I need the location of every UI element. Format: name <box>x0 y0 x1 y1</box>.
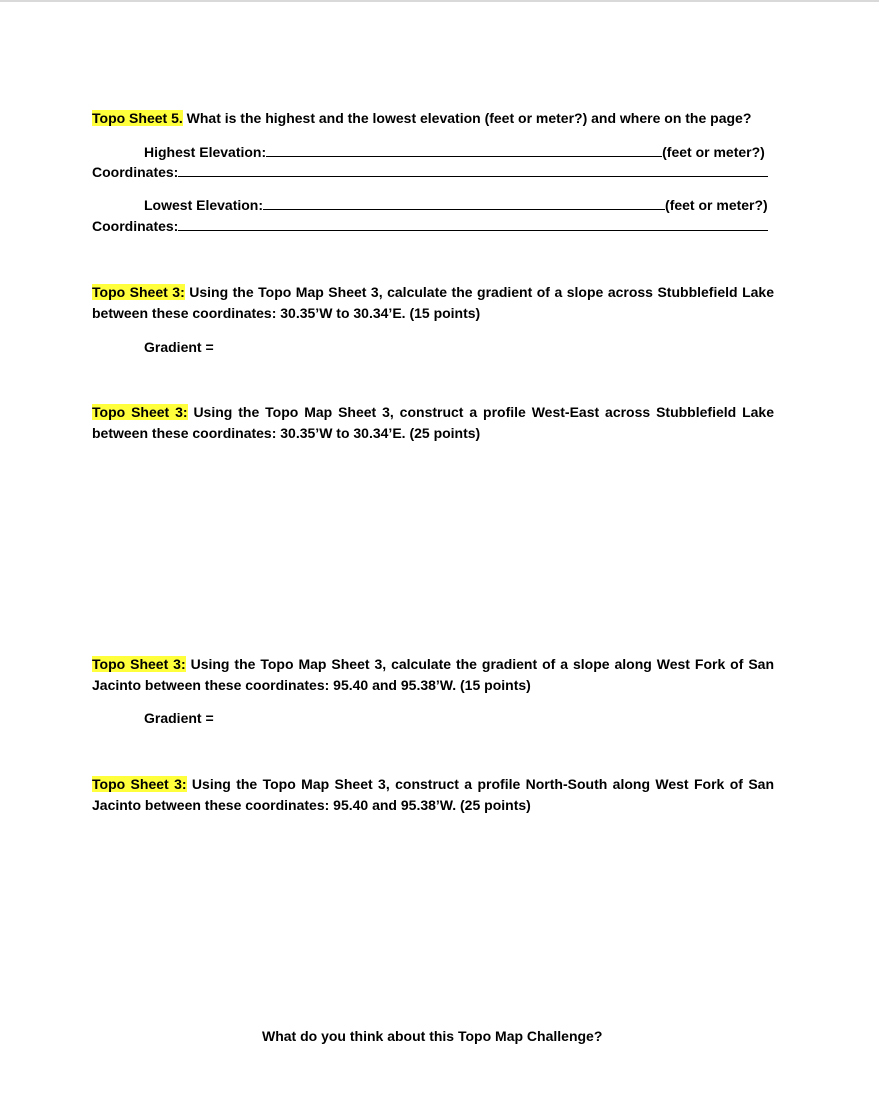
highest-elevation-row <box>144 143 765 161</box>
coordinates-blank-1[interactable] <box>178 163 768 177</box>
question-2-text: Using the Topo Map Sheet 3, calculate the gradient of a slope across Stubblefield Lake between these coordinates: 30.35’W to 30.34’E. (15 points) <box>92 284 774 321</box>
question-3-text: Using the Topo Map Sheet 3, construct a profile West-East across Stubblefield Lake between these coordinates: 30.35’W to 30.34’E. (25 points) <box>92 404 774 441</box>
coordinates-label-2: Coordinates: <box>92 218 179 234</box>
question-3 <box>92 402 774 444</box>
question-4-text: Using the Topo Map Sheet 3, calculate the gradient of a slope along West Fork of San Jacinto between these coordinates: 95.40 and 95.38’W. (15 points) <box>92 656 775 693</box>
question-1 <box>92 108 774 129</box>
coordinates-row-1 <box>92 163 768 181</box>
lowest-elevation-blank[interactable] <box>263 196 665 210</box>
question-2-highlight: Topo Sheet 3: <box>92 284 185 300</box>
question-4-answer: Gradient = <box>144 710 214 726</box>
question-5-highlight: Topo Sheet 3: <box>92 776 187 792</box>
question-2 <box>92 282 774 324</box>
lowest-elevation-unit: (feet or meter?) <box>665 197 768 213</box>
question-5-text: Using the Topo Map Sheet 3, construct a profile North-South along West Fork of San Jacinto between these coordinates: 95.40 and 95.38’W. (25 points) <box>92 776 774 813</box>
question-5 <box>92 774 774 816</box>
coordinates-label-1: Coordinates: <box>92 164 179 180</box>
highest-elevation-blank[interactable] <box>266 143 662 157</box>
question-4 <box>92 654 774 696</box>
question-1-highlight: Topo Sheet 5. <box>92 110 183 126</box>
question-1-text: What is the highest and the lowest elevation (feet or meter?) and where on the page? <box>182 110 752 126</box>
closing-question: What do you think about this Topo Map Challenge? <box>262 1028 603 1044</box>
page-top-border <box>0 0 879 2</box>
question-4-highlight: Topo Sheet 3: <box>92 656 186 672</box>
highest-elevation-label: Highest Elevation: <box>144 144 267 160</box>
coordinates-row-2 <box>92 217 768 235</box>
lowest-elevation-row <box>144 196 768 214</box>
highest-elevation-unit: (feet or meter?) <box>662 144 765 160</box>
coordinates-blank-2[interactable] <box>178 217 768 231</box>
question-2-answer: Gradient = <box>144 339 214 355</box>
question-3-highlight: Topo Sheet 3: <box>92 404 188 420</box>
lowest-elevation-label: Lowest Elevation: <box>144 197 264 213</box>
